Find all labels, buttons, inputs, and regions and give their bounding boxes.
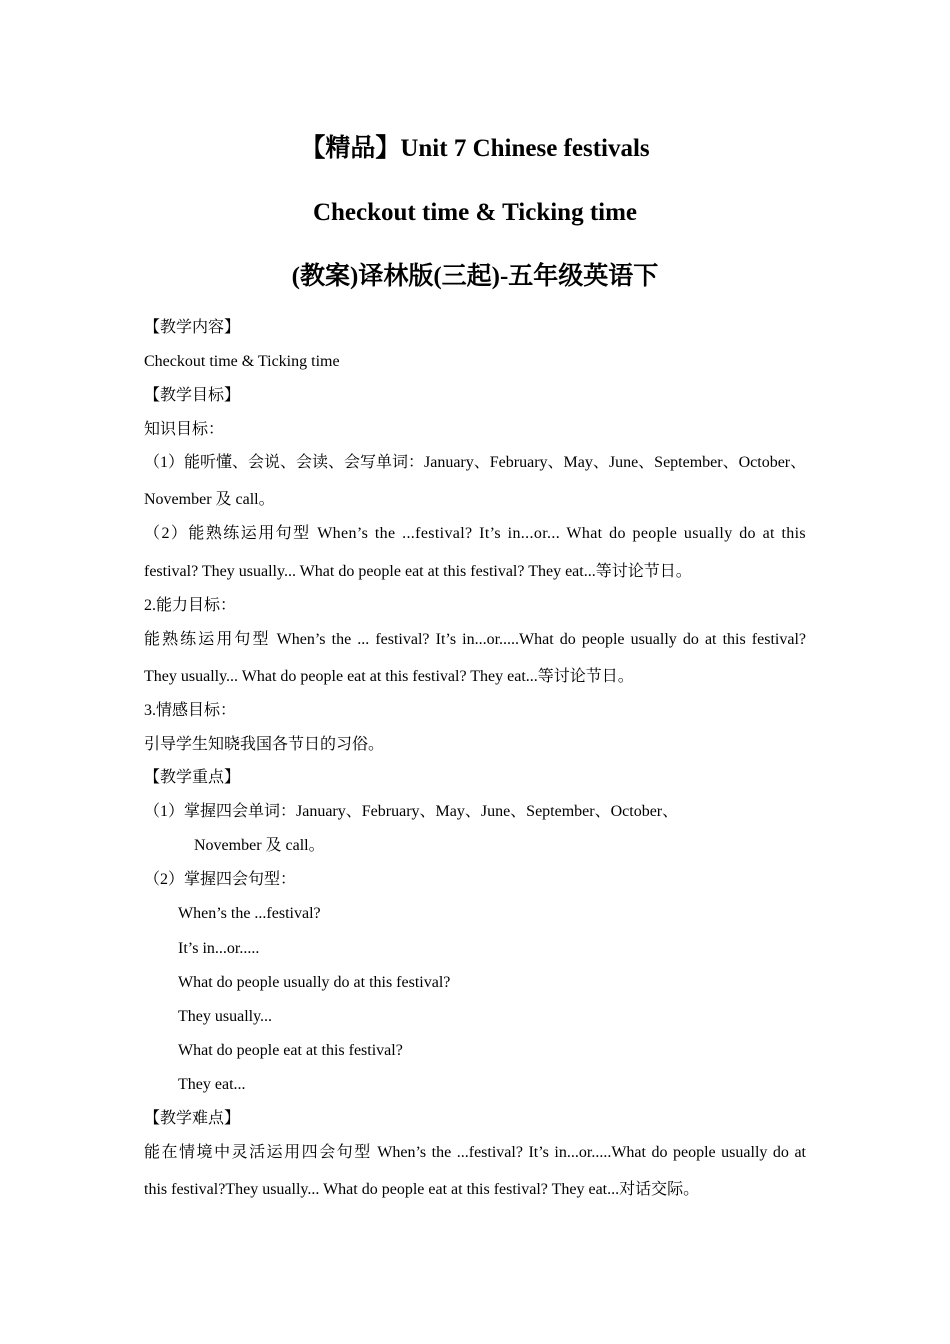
knowledge-goal-1-line-1: （1）能听懂、会说、会读、会写单词：January、February、May、June、September、October、 (144, 454, 807, 471)
knowledge-goal-1-line-2: November 及 call。 (144, 491, 275, 508)
knowledge-goal-2-line-1: （2）能熟练运用句型 When’s the ...festival? It’s in...or... What do people usually do at this (144, 525, 806, 542)
key-sentence: What do people eat at this festival? (178, 1042, 403, 1059)
ability-goal-line-2: They usually... What do people eat at this festival? They eat...等讨论节日。 (144, 668, 634, 685)
teaching-key-heading: 【教学重点】 (144, 769, 241, 786)
key-point-2-heading: （2）掌握四会句型： (144, 871, 297, 888)
knowledge-goal-2-line-2: festival? They usually... What do people eat at this festival? They eat...等讨论节日。 (144, 563, 692, 580)
knowledge-goal-heading: 知识目标： (144, 421, 225, 438)
teaching-goals-heading: 【教学目标】 (144, 387, 241, 404)
document-subtitle: Checkout time & Ticking time (312, 199, 638, 226)
key-point-1-line-1: （1）掌握四会单词：January、February、May、June、September、October、 (144, 803, 679, 820)
teaching-content-text: Checkout time & Ticking time (144, 353, 340, 370)
teaching-content-heading: 【教学内容】 (144, 319, 241, 336)
teaching-difficulty-heading: 【教学难点】 (144, 1110, 241, 1127)
difficulty-line-1: 能在情境中灵活运用四会句型 When’s the ...festival? It’s in...or.....What do people usually do at (144, 1144, 806, 1161)
document-edition-line: (教案)译林版(三起)-五年级英语下 (291, 263, 659, 290)
ability-goal-line-1: 能熟练运用句型 When’s the ... festival? It’s in...or.....What do people usually do at this festival? (144, 631, 806, 648)
document-title: 【精品】Unit 7 Chinese festivals (300, 135, 650, 162)
key-sentence: When’s the ...festival? (178, 905, 321, 922)
key-sentence: They usually... (178, 1008, 273, 1025)
ability-goal-heading: 2.能力目标： (144, 597, 237, 614)
key-point-1-line-2: November 及 call。 (194, 837, 325, 854)
emotion-goal-heading: 3.情感目标： (144, 702, 237, 719)
key-sentence: What do people usually do at this festival? (178, 974, 451, 991)
difficulty-line-2: this festival?They usually... What do people eat at this festival? They eat...对话交际。 (144, 1181, 700, 1198)
emotion-goal-text: 引导学生知晓我国各节日的习俗。 (144, 736, 385, 753)
key-sentence: It’s in...or..... (178, 940, 260, 957)
key-sentence: They eat... (178, 1076, 246, 1093)
